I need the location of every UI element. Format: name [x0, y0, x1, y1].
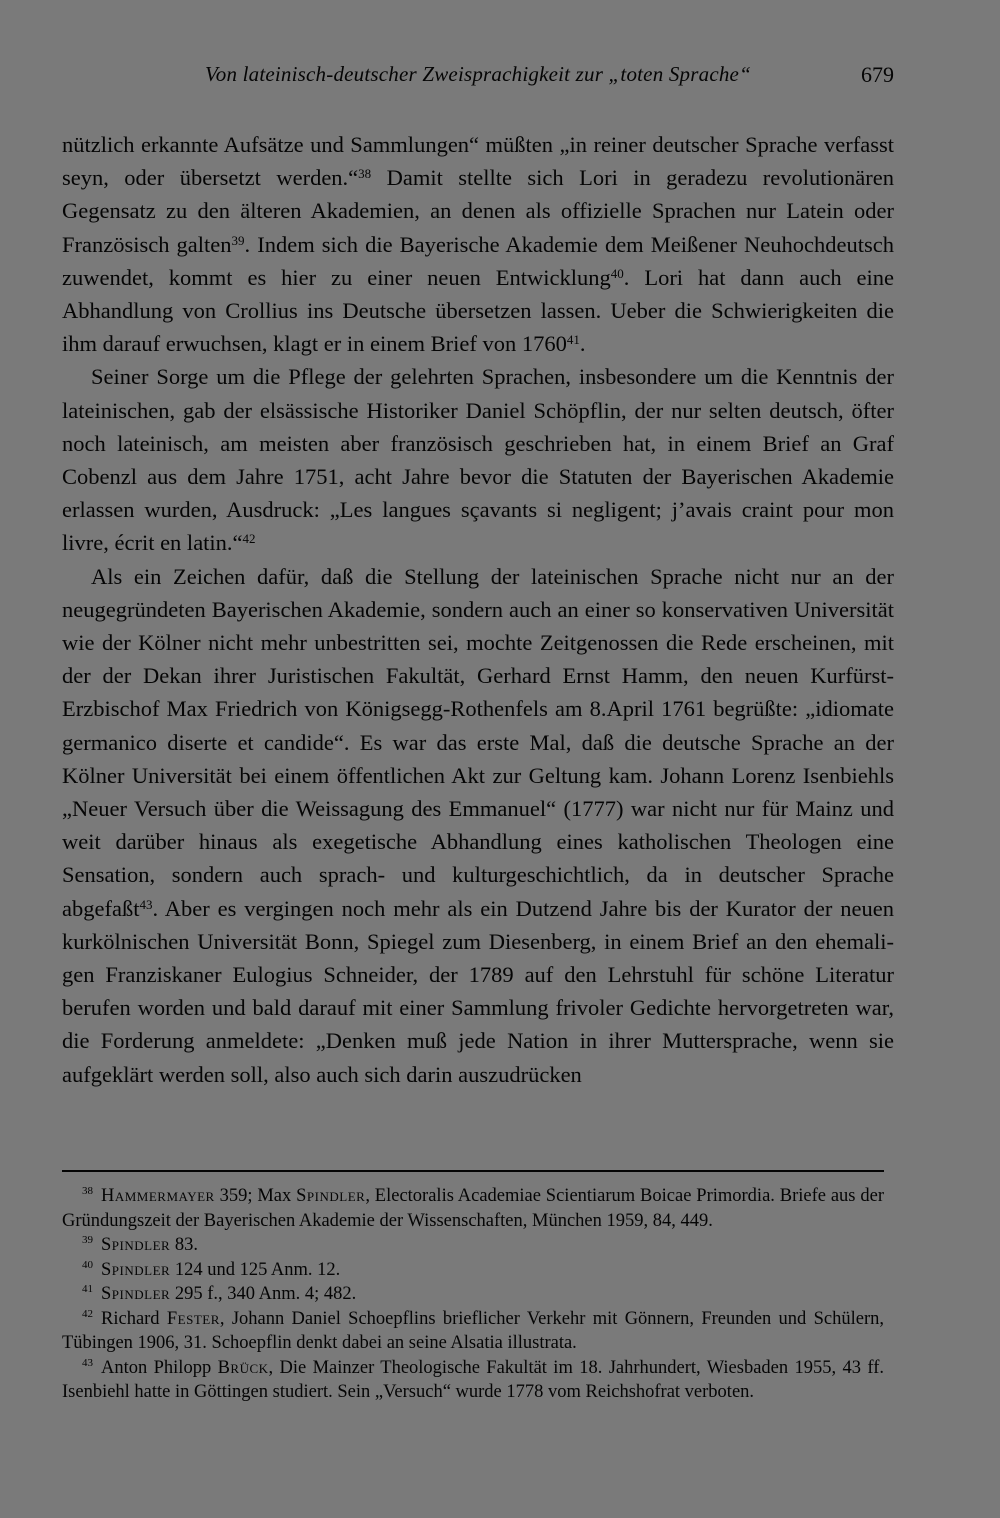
footnote-ref: 43	[139, 896, 153, 912]
footnote-author: Spindler	[101, 1284, 171, 1304]
footnote-38	[62, 1184, 884, 1233]
text-span: Damit stellte sich Lori in geradezu revolutionären Gegensatz zu den älteren Akademien, an denen als offizielle Sprachen nur Latein oder Französisch galten	[62, 165, 895, 257]
footnote-author: Hammermayer	[101, 1186, 215, 1206]
footnote-text: Anton Philopp	[101, 1357, 218, 1378]
page-number: 679	[861, 62, 894, 87]
paragraph-2	[62, 360, 894, 559]
page-header	[62, 62, 894, 98]
text-span: Seiner Sorge um die Pflege der gelehrten Sprachen, insbesondere um die Kenntnis der lateinischen, gab der elsässische Historiker Daniel Schöpflin, der nur selten deutsch, öfter noch lateinisch, am meisten aber französisch geschrieben hat, in einem Brief an Graf Cobenzl aus dem Jahre 1751, acht Jahre bevor die Statuten der Bayerischen Akademie erlassen wurden, Ausdruck: „Les langues sçavants si negligent; j’avais craint pour mon livre, écrit en latin.“	[62, 364, 894, 556]
footnote-text: , Die Mainzer Theologische Fakultät im 18. Jahrhundert, Wiesbaden 1955, 43 ff. Isenbiehl hatte in Göttingen studiert. Sein „Versuch“ wurde 1778 vom Reichshofrat verboten.	[62, 1357, 884, 1402]
footnote-number: 41	[82, 1283, 93, 1296]
footnote-ref: 41	[566, 332, 580, 348]
footnote-author: Spindler	[101, 1235, 171, 1255]
footnote-text: 295 f., 340 Anm. 4; 482.	[170, 1284, 357, 1304]
footnote-number: 42	[82, 1307, 93, 1320]
footnote-number: 43	[82, 1356, 93, 1369]
footnote-ref: 40	[610, 265, 624, 281]
paragraph-3	[62, 560, 894, 1091]
footnote-text: 83.	[170, 1235, 198, 1255]
footnote-ref: 39	[231, 232, 245, 248]
footnote-author: Spindler	[101, 1259, 171, 1280]
text-span: .	[579, 331, 586, 357]
footnote-number: 38	[82, 1185, 93, 1198]
text-span: . Indem sich die Bayerische Akademie dem Meißener Neuhochdeutsch zuwendet, kommt es hier zu einer neuen Entwicklung	[62, 231, 894, 290]
footnote-text: 359; Max	[214, 1186, 297, 1206]
footnotes	[62, 1184, 884, 1405]
text-span: nützlich erkannte Aufsätze und Sammlungen“ müßten „in reiner deutscher Sprache verfasst seyn, oder übersetzt werden.“	[62, 132, 894, 191]
footnote-text: Richard	[101, 1308, 167, 1329]
footnote-divider	[62, 1170, 884, 1172]
footnote-author: Brück	[217, 1357, 269, 1378]
text-span: . Aber es vergingen noch mehr als ein Dutzend Jahre bis der Kurator der neuen kurkölnischen Universität Bonn, Spiegel zum Diesenberg, in einem Brief an den ehemaligen Franziskaner Eulogius Schneider, der 1789 auf den Lehrstuhl für schöne Literatur berufen worden und bald darauf mit einer Sammlung frivoler Gedichte hervorgetreten war, die Forderung anmeldete: „Denken muß jede Nation in ihrer Muttersprache, wenn sie aufgeklärt werden soll, also auch sich darin auszudrücken	[62, 895, 894, 1087]
running-title: Von lateinisch-deutscher Zweisprachigkeit zur „toten Sprache“	[205, 62, 751, 86]
main-text	[62, 128, 894, 1091]
footnote-39	[62, 1233, 884, 1258]
footnote-text: 124 und 125 Anm. 12.	[170, 1259, 341, 1280]
footnote-author: Fester	[166, 1308, 220, 1329]
footnote-ref: 42	[242, 531, 256, 547]
footnote-number: 39	[82, 1234, 93, 1247]
text-span: Als ein Zeichen dafür, daß die Stellung der lateinischen Sprache nicht nur an der neugegründeten Bayerischen Akademie, sondern auch an einer so konservativen Universität wie der Kölner nicht mehr unbestritten sei, mochte Zeitgenossen die Rede erscheinen, mit der der Dekan ihrer Juristischen Fakultät, Gerhard Ernst Hamm, den neuen Kurfürst-Erzbischof Max Friedrich von Königsegg-Rothenfels am 8.April 1761 begrüßte: „idiomate germanico diserte et candide“. Es war das erste Mal, daß die deutsche Sprache an der Kölner Universität bei einem öffentlichen Akt zur Geltung kam. Johann Lorenz Isenbiehls „Neuer Versuch über die Weissagung des Emmanuel“ (1777) war nicht nur für Mainz und weit darüber hinaus als exegetische Abhandlung eines katholischen Theologen eine Sensation, sondern auch sprach- und kulturgeschichtlich, da in deutscher Sprache abgefaßt	[62, 563, 894, 921]
footnote-43	[62, 1356, 884, 1405]
footnote-text: , Electoralis Academiae Scientiarum Boicae Primordia. Briefe aus der Gründungszeit der Bayerischen Akademie der Wissenschaften, München 1959, 84, 449.	[62, 1186, 884, 1231]
footnote-41	[62, 1282, 884, 1307]
paragraph-1	[62, 128, 894, 360]
text-span: . Lori hat dann auch eine Abhandlung von Crollius ins Deutsche übersetzen lassen. Ueber die Schwierigkeiten die ihm darauf erwuchsen, klagt er in einem Brief von 1760	[62, 264, 894, 357]
footnote-ref: 38	[358, 166, 372, 182]
footnote-text: , Johann Daniel Schoepflins brieflicher Verkehr mit Gönnern, Freunden und Schülern, Tübingen 1906, 31. Schoepflin denkt dabei an seine Alsatia illustrata.	[62, 1308, 884, 1353]
footnote-number: 40	[82, 1258, 93, 1271]
footnote-author: Spindler	[296, 1186, 366, 1206]
footnote-40	[62, 1258, 884, 1283]
footnote-42	[62, 1307, 884, 1356]
